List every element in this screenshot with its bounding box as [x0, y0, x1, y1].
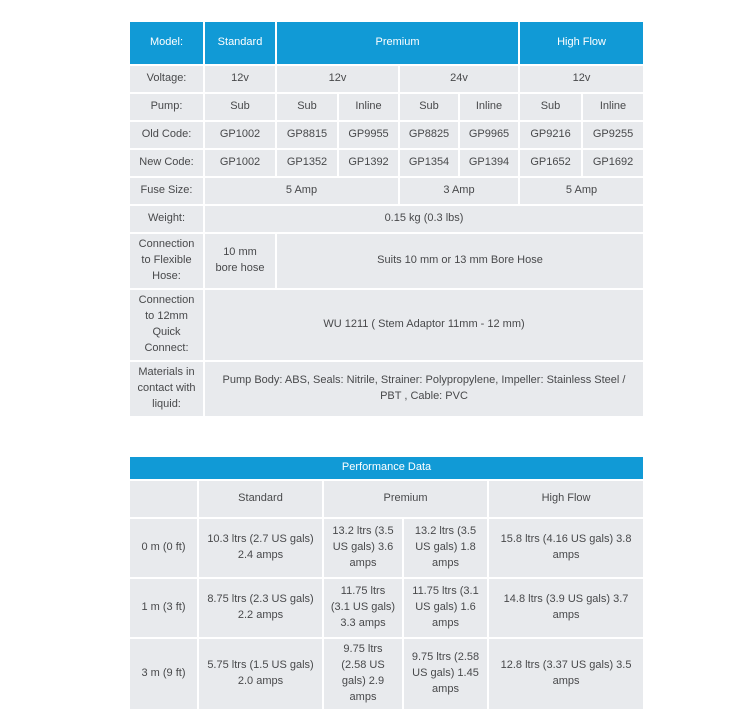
old-code-cell: GP8825: [400, 122, 458, 148]
row-label-quick-connect: Connection to 12mm Quick Connect:: [130, 290, 203, 360]
hose-others-cell: Suits 10 mm or 13 mm Bore Hose: [277, 234, 643, 288]
pump-cell: Inline: [583, 94, 643, 120]
spec-row-hose: [130, 234, 643, 288]
old-code-cell: GP9955: [339, 122, 398, 148]
row-label-voltage: Voltage:: [130, 66, 203, 92]
row-label-fuse: Fuse Size:: [130, 178, 203, 204]
new-code-cell: GP1354: [400, 150, 458, 176]
spec-row-old-code: [130, 122, 643, 148]
tables-container: [128, 20, 645, 711]
spec-header-standard: Standard: [205, 22, 275, 64]
old-code-cell: GP9216: [520, 122, 581, 148]
pump-cell: Sub: [520, 94, 581, 120]
performance-table: [128, 455, 645, 711]
spec-row-voltage: [130, 66, 643, 92]
perf-header-standard: Standard: [199, 481, 322, 517]
perf-header-empty: [130, 481, 197, 517]
spec-header-high-flow: High Flow: [520, 22, 643, 64]
voltage-premium-24v: 24v: [400, 66, 518, 92]
voltage-high-flow: 12v: [520, 66, 643, 92]
voltage-standard: 12v: [205, 66, 275, 92]
perf-header-high-flow: High Flow: [489, 481, 643, 517]
performance-row-0m: [130, 519, 643, 577]
perf-row-label: 3 m (9 ft): [130, 639, 197, 709]
spec-row-new-code: [130, 150, 643, 176]
old-code-cell: GP8815: [277, 122, 337, 148]
perf-high-flow-cell: 12.8 ltrs (3.37 US gals) 3.5 amps: [489, 639, 643, 709]
new-code-cell: GP1692: [583, 150, 643, 176]
performance-row-1m: [130, 579, 643, 637]
spec-header-premium: Premium: [277, 22, 518, 64]
perf-premium-a-cell: 13.2 ltrs (3.5 US gals) 3.6 amps: [324, 519, 402, 577]
perf-premium-b-cell: 9.75 ltrs (2.58 US gals) 1.45 amps: [404, 639, 487, 709]
perf-standard-cell: 10.3 ltrs (2.7 US gals) 2.4 amps: [199, 519, 322, 577]
fuse-cell: 5 Amp: [520, 178, 643, 204]
perf-row-label: 1 m (3 ft): [130, 579, 197, 637]
performance-title: Performance Data: [130, 457, 643, 479]
hose-standard-cell: 10 mm bore hose: [205, 234, 275, 288]
old-code-cell: GP9965: [460, 122, 518, 148]
row-label-new-code: New Code:: [130, 150, 203, 176]
pump-cell: Inline: [339, 94, 398, 120]
spec-row-weight: [130, 206, 643, 232]
pump-cell: Sub: [400, 94, 458, 120]
voltage-premium-12v: 12v: [277, 66, 398, 92]
spec-row-fuse: [130, 178, 643, 204]
old-code-cell: GP1002: [205, 122, 275, 148]
perf-high-flow-cell: 14.8 ltrs (3.9 US gals) 3.7 amps: [489, 579, 643, 637]
perf-premium-a-cell: 9.75 ltrs (2.58 US gals) 2.9 amps: [324, 639, 402, 709]
spec-row-materials: [130, 362, 643, 416]
pump-cell: Sub: [205, 94, 275, 120]
quick-connect-cell: WU 1211 ( Stem Adaptor 11mm - 12 mm): [205, 290, 643, 360]
perf-premium-b-cell: 11.75 ltrs (3.1 US gals) 1.6 amps: [404, 579, 487, 637]
fuse-cell: 3 Amp: [400, 178, 518, 204]
new-code-cell: GP1392: [339, 150, 398, 176]
performance-title-row: [130, 457, 643, 479]
performance-row-3m: [130, 639, 643, 709]
perf-standard-cell: 5.75 ltrs (1.5 US gals) 2.0 amps: [199, 639, 322, 709]
new-code-cell: GP1002: [205, 150, 275, 176]
spec-table: [128, 20, 645, 418]
performance-header-row: [130, 481, 643, 517]
row-label-hose: Connection to Flexible Hose:: [130, 234, 203, 288]
row-label-materials: Materials in contact with liquid:: [130, 362, 203, 416]
spec-row-quick-connect: [130, 290, 643, 360]
new-code-cell: GP1394: [460, 150, 518, 176]
spec-header-model-label: Model:: [130, 22, 203, 64]
row-label-weight: Weight:: [130, 206, 203, 232]
weight-cell: 0.15 kg (0.3 lbs): [205, 206, 643, 232]
fuse-cell: 5 Amp: [205, 178, 398, 204]
old-code-cell: GP9255: [583, 122, 643, 148]
new-code-cell: GP1652: [520, 150, 581, 176]
spec-row-pump: [130, 94, 643, 120]
perf-high-flow-cell: 15.8 ltrs (4.16 US gals) 3.8 amps: [489, 519, 643, 577]
new-code-cell: GP1352: [277, 150, 337, 176]
row-label-old-code: Old Code:: [130, 122, 203, 148]
spec-header-row: [130, 22, 643, 64]
pump-cell: Sub: [277, 94, 337, 120]
perf-premium-b-cell: 13.2 ltrs (3.5 US gals) 1.8 amps: [404, 519, 487, 577]
pump-cell: Inline: [460, 94, 518, 120]
row-label-pump: Pump:: [130, 94, 203, 120]
perf-premium-a-cell: 11.75 ltrs (3.1 US gals) 3.3 amps: [324, 579, 402, 637]
perf-standard-cell: 8.75 ltrs (2.3 US gals) 2.2 amps: [199, 579, 322, 637]
materials-cell: Pump Body: ABS, Seals: Nitrile, Strainer: Polypropylene, Impeller: Stainless Steel / PBT , Cable: PVC: [205, 362, 643, 416]
perf-row-label: 0 m (0 ft): [130, 519, 197, 577]
perf-header-premium: Premium: [324, 481, 487, 517]
